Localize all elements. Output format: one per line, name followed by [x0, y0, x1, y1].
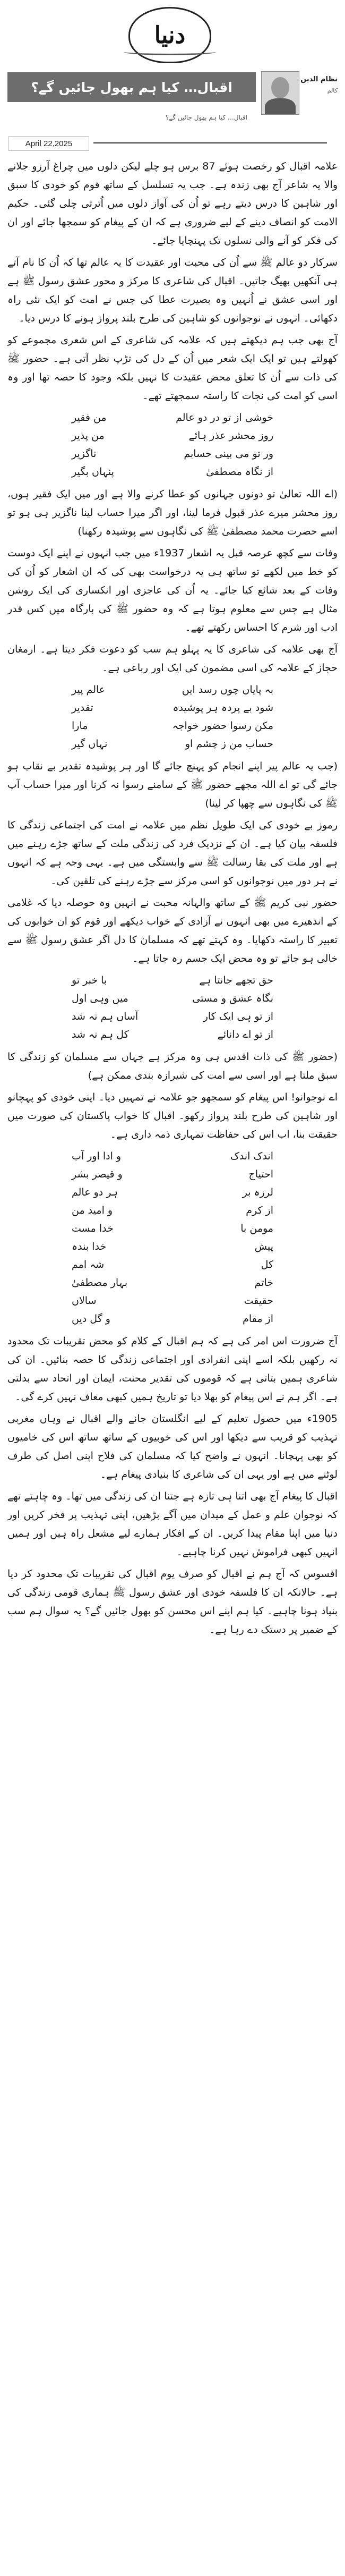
verse-line: [72, 681, 273, 699]
masthead: [58, 4, 281, 66]
verse-hemistich-first: ور تو می بینی حسابم: [184, 448, 273, 460]
verse-hemistich-first: کل: [261, 1259, 273, 1270]
paragraph-13: 1905ء میں حصول تعلیم کے لیے انگلستان جانے والے اقبال نے وہاں مغربی تہذیب کو قریب سے دیکھا اور اس کی خوبیوں کے ساتھ ساتھ اس کی خامیوں کو بھی پہچانا۔ انہوں نے واضح کیا کہ مسلمان کی فلاح اپنی اصل کی طرف لوٹنے میں ہے اور یہی ان کی شاعری کا بنیادی پیغام ہے۔: [7, 1413, 338, 1480]
paragraph-10: (حضور ﷺ کی ذات اقدس ہی وہ مرکز ہے جہاں سے مسلمان کو زندگی کا سبق ملتا ہے اور اسی سے امت کی شیرازہ بندی ممکن ہے): [7, 1051, 338, 1081]
verse-hemistich-first: احتیاج: [248, 1168, 273, 1180]
verse-line: [72, 427, 273, 445]
verse-hemistich-first: بہ پایاں چوں رسد ایں: [182, 684, 273, 696]
column-label: کالم: [327, 87, 338, 94]
verse-hemistich-first: نگاہ عشق و مستی: [192, 993, 273, 1004]
verse-line: [72, 971, 273, 989]
paragraph-7: (جب یہ عالم پیر اپنے انجام کو پہنچ جائے گا اور ہر پوشیدہ تقدیر بے نقاب ہو جائے گی تو اے اللہ مجھے حضور ﷺ کے سامنے رسوا نہ کرنا اور میرا حساب آپ ﷺ کی نگاہوں سے چھپا کر لینا): [7, 760, 338, 809]
paragraph-14: اقبال کا پیغام آج بھی اتنا ہی تازہ ہے جتنا ان کی زندگی میں تھا۔ وہ چاہتے تھے کہ نوجوان علم و عمل کے میدان میں آگے بڑھیں، اپنی تہذیب پر فخر کریں اور دنیا میں اپنا مقام پیدا کریں۔ ان کے افکار ہمارے لیے مشعل راہ ہیں اور ہمیں انہیں کبھی فراموش نہیں کرنا چاہیے۔: [7, 1490, 338, 1558]
verse-hemistich-second: بہار مصطفیٰ: [72, 1277, 128, 1289]
verse-line: [72, 445, 273, 463]
verse-line: [72, 1147, 273, 1165]
verse-hemistich-second: خدا مست: [72, 1223, 114, 1234]
verse-hemistich-second: شہ امم: [72, 1259, 105, 1270]
verse-line: [72, 1183, 273, 1201]
verse-hemistich-first: از نگاہ مصطفیٰ: [206, 466, 273, 478]
verse-line: [72, 717, 273, 735]
verse-hemistich-second: من پذیر: [72, 430, 105, 442]
verse-line: [72, 1007, 273, 1026]
verse-4: [72, 1147, 273, 1328]
paragraph-12: آج ضرورت اس امر کی ہے کہ ہم اقبال کے کلام کو محض تقریبات تک محدود نہ رکھیں بلکہ اسے اپنی انفرادی اور اجتماعی زندگی کا حصہ بنائیں۔ ان کی شاعری ہمیں بتاتی ہے کہ قوموں کی تقدیر محنت، ایمان اور اتحاد سے بدلتی ہے۔ اگر ہم نے اس پیغام کو بھلا دیا تو تاریخ ہمیں کبھی معاف نہیں کرے گی۔: [7, 1335, 338, 1403]
verse-hemistich-first: اندک اندک: [230, 1150, 273, 1162]
verse-line: [72, 1219, 273, 1238]
title-banner: [7, 72, 256, 102]
paragraph-2: سرکار دو عالم ﷺ سے اُن کی محبت اور عقیدت کا یہ عالم تھا کہ اُن کا نام آتے ہی آنکھیں بھیگ جاتیں۔ اقبال کی شاعری کا مرکز و محور عشق رسول ﷺ ہے اور اسی عشق نے اُنہیں وہ بصیرت عطا کی جس نے امت کو ایک نئی راہ دکھائی۔ انہوں نے نوجوانوں کو شاہین کی طرح بلند پرواز ہونے کا درس دیا۔: [7, 257, 338, 324]
verse-hemistich-second: و گل دیں: [72, 1313, 110, 1325]
verse-line: [72, 1238, 273, 1256]
verse-hemistich-second: میں وہی اول: [72, 993, 128, 1004]
verse-hemistich-second: ہر دو عالم: [72, 1187, 118, 1198]
verse-hemistich-first: حساب من ز چشم او: [185, 738, 273, 750]
verse-line: [72, 699, 273, 717]
paragraph-11: اے نوجوانو! اس پیغام کو سمجھو جو علامہ نے تمہیں دیا۔ اپنی خودی کو پہچانو اور شاہین کی طرح بلند پرواز رکھو۔ اقبال کا خواب پاکستان کی صورت میں حقیقت بنا، اب اس کی حفاظت تمہاری ذمہ داری ہے۔: [7, 1091, 338, 1140]
verse-hemistich-second: من فقیر: [72, 412, 107, 423]
verse-hemistich-first: حقیقت: [244, 1295, 273, 1307]
verse-line: [72, 1026, 273, 1044]
paragraph-6: آج بھی علامہ کی شاعری کا یہ پہلو ہم سب کو دعوت فکر دیتا ہے۔ ارمغان حجاز کے علامہ کی اسی مضمون کی ایک اور رباعی ہے۔: [7, 643, 338, 674]
column-title: اقبال… کیا ہم بھول جائیں گے؟: [31, 79, 232, 95]
author-photo-body: [265, 98, 296, 115]
verse-hemistich-second: آساں ہم نہ شد: [72, 1011, 139, 1022]
verse-line: [72, 1201, 273, 1219]
verse-hemistich-first: از تو اے دانائے: [217, 1029, 273, 1040]
header-rule: [93, 142, 327, 143]
verse-hemistich-second: و ادا اور آب: [72, 1150, 122, 1162]
verse-line: [72, 989, 273, 1007]
paragraph-4: (اے اللہ تعالیٰ تو دونوں جہانوں کو عطا کرنے والا ہے اور میں ایک فقیر ہوں، روز محشر میرے عذر قبول فرما لینا، اور اگر میرا حساب لینا ناگزیر ہی ہو تو اسے حضرت محمد مصطفیٰ ﷺ کی نگاہوں سے پوشیدہ رکھنا): [7, 488, 338, 537]
logo-text: دنیا: [154, 21, 186, 49]
paragraph-15: افسوس کہ آج ہم نے اقبال کو صرف یوم اقبال کی تقریبات تک محدود کر دیا ہے۔ حالانکہ ان کا فلسفہ خودی اور عشق رسول ﷺ ہماری قومی زندگی کی بنیاد ہونا چاہیے۔ کیا ہم اپنے اس محسن کو بھول جائیں گے؟ یہ سوال ہم سب کے ضمیر پر دستک دے رہا ہے۔: [7, 1568, 338, 1636]
article-body: [7, 157, 338, 2564]
verse-hemistich-first: از مقام: [243, 1313, 273, 1325]
column-header: [3, 68, 342, 156]
verse-hemistich-first: لرزہ بر: [242, 1187, 273, 1198]
paragraph-1: علامہ اقبال کو رخصت ہوئے 87 برس ہو چلے لیکن دلوں میں چراغ آرزو جلانے والا یہ شاعر آج بھی زندہ ہے۔ جب یہ تسلسل کے ساتھ قوم کو خودی کا سبق اور شاہین کا درس دیتے رہے تو اُن کی آواز دلوں میں اُترتی چلی گئی۔ حکیم الامت کو انصاف دینے کے لیے ضروری ہے کہ ان کے پیغام کو سمجھا جائے اور ان کی فکر کو آنے والی نسلوں تک پہنچایا جائے۔: [7, 160, 338, 247]
verse-line: [72, 409, 273, 427]
verse-hemistich-second: نہاں گیر: [72, 738, 108, 750]
verse-hemistich-second: تقدیر: [72, 702, 93, 714]
verse-line: [72, 463, 273, 481]
verse-hemistich-first: پیش: [254, 1241, 273, 1252]
verse-line: [72, 1165, 273, 1183]
verse-hemistich-first: خوشی از تو در دو عالم: [176, 412, 273, 423]
paragraph-5: وفات سے کچھ عرصہ قبل یہ اشعار 1937ء میں جب انہوں نے اپنے ایک دوست کو خط میں لکھے تو ساتھ ہی یہ درخواست بھی کی کہ ان اشعار کو اُن کی وفات کے بعد شائع کیا جائے۔ یہ اُن کی عاجزی اور انکساری کی ایک روشن مثال ہے جس سے معلوم ہوتا ہے کہ وہ حضور ﷺ کی بارگاہ میں کس قدر ادب اور شرم کا احساس رکھتے تھے۔: [7, 547, 338, 633]
verse-2: [72, 681, 273, 753]
verse-line: [72, 1292, 273, 1310]
verse-hemistich-first: از کرم: [246, 1205, 273, 1216]
verse-hemistich-second: مارا: [72, 720, 88, 732]
verse-line: [72, 1256, 273, 1274]
publish-date: April 22,2025: [8, 136, 89, 151]
paragraph-3: آج بھی جب ہم دیکھتے ہیں کہ علامہ کی شاعری کے اس شعری مجموعے کو کھولتے ہیں تو ایک ایک شعر میں اُن کے دل کی تڑپ نظر آتی ہے۔ حضور ﷺ کی ذات سے اُن کا تعلق محض عقیدت کا نہیں بلکہ وجود کا حصہ تھا اور وہ اسی کو امت کی نجات کا راستہ سمجھتے تھے۔: [7, 334, 338, 402]
verse-hemistich-second: عالم پیر: [72, 684, 106, 696]
author-name: نظام الدین: [300, 75, 338, 83]
verse-hemistich-first: روز محشر عذر ہائے: [188, 430, 273, 442]
verse-hemistich-first: مومن با: [240, 1223, 273, 1234]
paragraph-9: حضور نبی کریم ﷺ کے ساتھ والہانہ محبت نے انہیں وہ حوصلہ دیا کہ غلامی کے اندھیرے میں بھی انہوں نے آزادی کے خواب دیکھے اور قوم کو ان خوابوں کی تعبیر کا راستہ دکھایا۔ وہ کہتے تھے کہ مسلمان کا دل اگر عشق رسول ﷺ سے خالی ہو جائے تو وہ محض ایک جسم رہ جاتا ہے۔: [7, 897, 338, 964]
verse-hemistich-second: و قیصر بشر: [72, 1168, 123, 1180]
verse-hemistich-second: و امید من: [72, 1205, 113, 1216]
author-photo-head: [271, 77, 289, 98]
verse-line: [72, 735, 273, 753]
verse-hemistich-first: مکن رسوا حضور خواجہ: [172, 720, 273, 732]
verse-hemistich-first: شود بے پردہ ہر پوشیدہ: [172, 702, 273, 714]
verse-hemistich-second: پنہاں بگیر: [72, 466, 114, 478]
column-subtitle: اقبال… کیا ہم بھول جائیں گے؟: [165, 114, 247, 121]
verse-hemistich-first: از تو ہی ایک کار: [203, 1011, 273, 1022]
logo-swoosh: [124, 48, 216, 55]
verse-hemistich-first: خاتم: [254, 1277, 273, 1289]
verse-hemistich-second: ناگزیر: [72, 448, 97, 460]
verse-hemistich-first: حق تجھے جانتا ہے: [199, 975, 273, 986]
verse-hemistich-second: خدا بندہ: [72, 1241, 107, 1252]
verse-1: [72, 409, 273, 481]
verse-hemistich-second: با خبر تو: [72, 975, 107, 986]
verse-hemistich-second: کل ہم نہ شد: [72, 1029, 129, 1040]
byline: [258, 71, 338, 130]
author-photo: [261, 71, 299, 115]
verse-line: [72, 1310, 273, 1328]
verse-3: [72, 971, 273, 1044]
newspaper-logo: [128, 7, 211, 63]
paragraph-8: رموز بے خودی کی ایک طویل نظم میں علامہ نے امت کی اجتماعی زندگی کا فلسفہ بیان کیا ہے۔ ان کے نزدیک فرد کی زندگی ملت کے ساتھ جڑے رہنے میں ہے اور ملت کی بقا رسالت ﷺ سے وابستگی میں ہے۔ یہی وجہ ہے کہ انہوں نے ہر دور میں نوجوانوں کو اسی مرکز سے جڑے رہنے کی تلقین کی۔: [7, 819, 338, 887]
verse-line: [72, 1274, 273, 1292]
verse-hemistich-second: سالاں: [72, 1295, 97, 1307]
